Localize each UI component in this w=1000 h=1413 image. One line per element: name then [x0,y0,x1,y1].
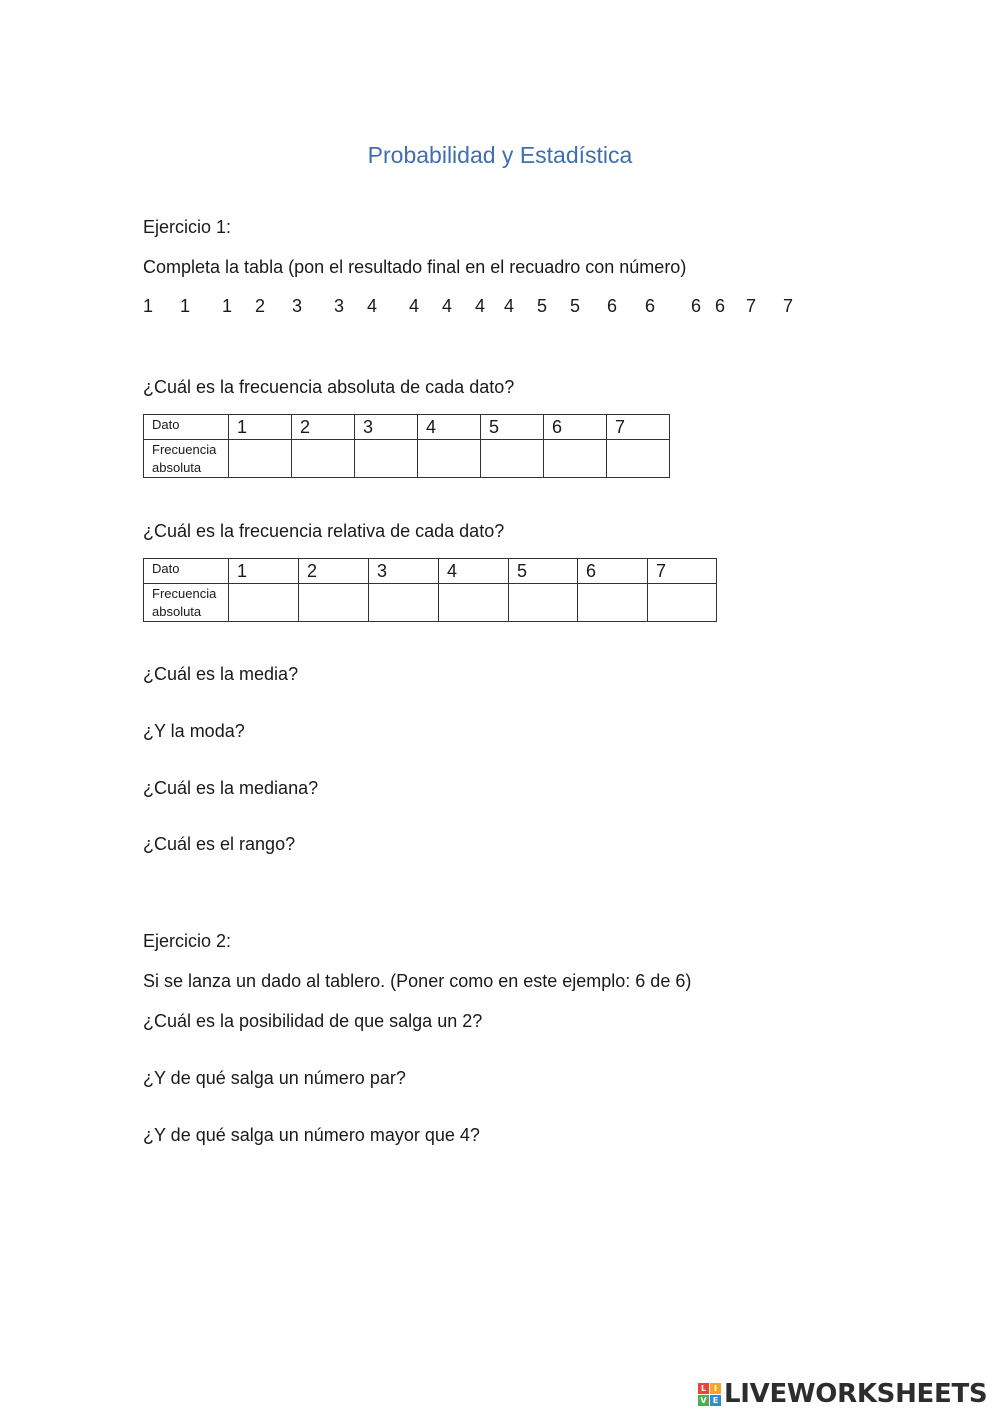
question-probability-even: ¿Y de qué salga un número par? [143,1068,406,1088]
answer-cell[interactable] [607,440,670,478]
question-mode: ¿Y la moda? [143,721,245,741]
exercise1-instruction: Completa la tabla (pon el resultado final en el recuadro con número) [143,257,687,277]
question-range: ¿Cuál es el rango? [143,834,296,854]
data-value: 7 [783,296,794,316]
question-absolute-frequency: ¿Cuál es la frecuencia absoluta de cada dato? [143,377,515,397]
data-values-list [143,296,843,318]
question-relative-frequency: ¿Cuál es la frecuencia relativa de cada dato? [143,521,505,541]
answer-cell[interactable] [578,584,648,622]
logo-text: LIVEWORKSHEETS [724,1379,988,1409]
logo-badge-letter: E [710,1395,721,1406]
data-value: 7 [746,296,757,316]
answer-cell[interactable] [292,440,355,478]
column-header: 7 [607,415,670,440]
page-title: Probabilidad y Estadística [367,142,633,168]
absolute-frequency-table [143,414,670,478]
answer-cell[interactable] [229,440,292,478]
data-value: 1 [143,296,154,316]
answer-cell[interactable] [355,440,418,478]
liveworksheets-logo [698,1377,987,1411]
data-value: 6 [645,296,656,316]
logo-badge-letter: L [698,1383,709,1394]
column-header: 2 [292,415,355,440]
column-header: 5 [509,559,578,584]
logo-badge-letter: I [710,1383,721,1394]
data-value: 4 [409,296,420,316]
column-header: 4 [418,415,481,440]
data-value: 4 [442,296,453,316]
column-header: 6 [544,415,607,440]
data-value: 2 [255,296,266,316]
column-header: 5 [481,415,544,440]
data-value: 5 [537,296,548,316]
data-value: 4 [504,296,515,316]
data-value: 6 [691,296,702,316]
question-probability-two: ¿Cuál es la posibilidad de que salga un 2? [143,1011,483,1031]
exercise1-heading: Ejercicio 1: [143,217,232,237]
column-header: 3 [369,559,439,584]
answer-cell[interactable] [299,584,369,622]
answer-cell[interactable] [369,584,439,622]
logo-badge-letter: V [698,1395,709,1406]
question-mean: ¿Cuál es la media? [143,664,299,684]
answer-cell[interactable] [481,440,544,478]
exercise2-instruction: Si se lanza un dado al tablero. (Poner como en este ejemplo: 6 de 6) [143,971,692,991]
answer-cell[interactable] [544,440,607,478]
column-header: 7 [648,559,717,584]
answer-cell[interactable] [509,584,578,622]
data-value: 3 [292,296,303,316]
header-label: Dato [144,415,229,440]
exercise2-heading: Ejercicio 2: [143,931,232,951]
data-value: 1 [180,296,191,316]
logo-badge-icon [698,1383,721,1406]
question-median: ¿Cuál es la mediana? [143,778,319,798]
column-header: 6 [578,559,648,584]
data-value: 1 [222,296,233,316]
answer-cell[interactable] [229,584,299,622]
data-value: 6 [607,296,618,316]
column-header: 2 [299,559,369,584]
data-value: 6 [715,296,726,316]
answer-cell[interactable] [439,584,509,622]
answer-cell[interactable] [418,440,481,478]
row-label: Frecuencia absoluta [144,440,229,478]
relative-frequency-table [143,558,717,622]
column-header: 4 [439,559,509,584]
column-header: 1 [229,559,299,584]
question-probability-greater-four: ¿Y de qué salga un número mayor que 4? [143,1125,480,1145]
data-value: 5 [570,296,581,316]
answer-cell[interactable] [648,584,717,622]
data-value: 3 [334,296,345,316]
data-value: 4 [475,296,486,316]
column-header: 1 [229,415,292,440]
row-label: Frecuencia absoluta [144,584,229,622]
data-value: 4 [367,296,378,316]
header-label: Dato [144,559,229,584]
column-header: 3 [355,415,418,440]
